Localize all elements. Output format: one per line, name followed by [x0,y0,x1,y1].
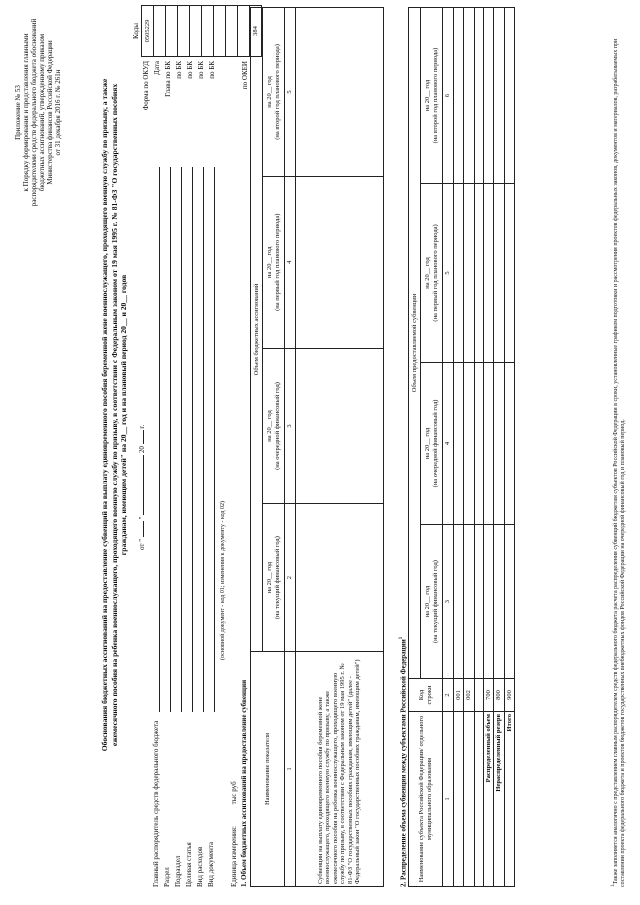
s1-year2 [263,348,285,504]
codes-row [238,6,250,57]
s2-row-code: 002 [464,679,475,712]
code-value[interactable] [202,6,214,57]
s2-group-header: Объем предоставляемой субвенции [409,8,421,679]
s2-year4-sub: (на второй год планового периода) [431,47,439,144]
codes-table [141,5,262,57]
field-line[interactable] [181,167,182,712]
field-label: Главный распорядитель средств федерального бюджета [152,720,160,887]
s1-year3-label: на 20__ год [266,246,273,278]
s2-row-code: 001 [453,679,464,712]
s2-num: 2 [443,679,454,712]
s1-num: 2 [285,504,296,652]
field-line[interactable] [214,167,215,712]
codes-row [202,6,214,57]
s2-row-name [474,712,483,887]
s1-year4-sub: (на второй год планового периода) [273,44,281,140]
s2-row-code: 900 [504,679,515,712]
code-value[interactable] [166,6,178,57]
codes-row [226,6,238,57]
s2-cell[interactable] [494,8,505,184]
code-value[interactable] [214,6,226,57]
section1-title: 1. Объем бюджетных ассигнований на предоставление субвенции [240,679,248,887]
date-year-prefix: 20 [138,446,146,454]
s2-cell[interactable] [474,8,483,184]
code-label: Дата [153,61,161,75]
code-value[interactable] [226,6,238,57]
s1-num: 3 [285,348,296,504]
s1-year1 [263,504,285,652]
s2-row-code [474,679,483,712]
units-value: тыс руб [230,781,238,805]
field-row [163,167,174,887]
code-value[interactable]: 384 [250,6,262,57]
s2-cell[interactable] [453,184,464,363]
s2-row-name [453,712,464,887]
code-label: Форма по ОКУД [142,61,150,111]
appendix-line: бюджетных ассигнований, утвержденному приказом [38,33,46,192]
field-line[interactable] [192,167,193,712]
title-line: гражданам, имеющим детей" на 20__ год и на плановый период 20__ и 20__ годов [119,274,128,556]
date-day-blank[interactable] [143,521,144,537]
appendix-number: Приложение № 53 [14,85,22,140]
appendix-line: от 31 декабря 2016 г. № 261н [54,69,62,156]
code-label: по БК [175,61,183,79]
field-row [196,167,207,887]
s2-year1-label: на 20__ год [424,585,431,618]
field-label: Вид расходов [196,846,204,887]
s2-year3-sub: (на первый год планового периода) [431,224,439,322]
s2-cell[interactable] [504,525,515,679]
s2-cell[interactable] [453,525,464,679]
s2-cell[interactable] [453,8,464,184]
s2-row-name: Нераспределенный резерв [494,712,505,887]
s1-num: 5 [285,8,296,177]
s2-year1-sub: (на текущий финансовый год) [431,560,439,644]
codes-row [178,6,190,57]
s2-num: 5 [443,184,454,363]
s1-year4-label: на 20__ год [266,76,273,108]
s1-cell[interactable] [295,176,383,348]
code-value[interactable] [154,6,166,57]
s1-cell[interactable] [295,8,383,177]
code-value[interactable] [178,6,190,57]
s2-year2-label: на 20__ год [424,427,431,460]
section2-footnote-mark: 1 [399,636,404,640]
date-quote: " [138,516,146,520]
s2-row-code: 800 [494,679,505,712]
s2-cell[interactable] [483,8,494,184]
s2-cell[interactable] [464,184,475,363]
section2-title [398,637,407,887]
date-prefix: от " [138,538,146,550]
appendix-header [14,10,62,215]
s2-cell[interactable] [464,8,475,184]
fields-list [152,167,218,887]
code-label: Глава по БК [164,61,172,97]
codes-row [142,6,154,57]
section2-title-text: 2. Распределение объема субвенции между субъектами Российской Федерации [399,639,408,887]
footnote [610,7,627,887]
s2-cell[interactable] [474,525,483,679]
s1-year3 [263,176,285,348]
s2-cell[interactable] [494,184,505,363]
s2-cell[interactable] [453,362,464,524]
s1-year3-sub: (на первый год планового периода) [273,213,281,311]
s2-num: 3 [443,525,454,679]
s1-num: 4 [285,176,296,348]
s1-cell[interactable] [295,348,383,504]
s2-year3 [421,184,443,363]
s1-row-label: Субвенции на выплату единовременного пособия беременной жене военнослужащего, проходящего военную службу по призыву, а также ежемесячного пособия на ребенка военнослужащего, проходящего военную службу по призыву, в соответствии с Федеральным законом от 19 мая 1995 г. № 81-ФЗ "О государственных пособиях гражданам, имеющим детей" (далее - Федеральный закон "О государственных пособиях гражданам, имеющим детей") [295,652,383,887]
appendix-line: Министерства финансов Российской Федерации [46,40,54,185]
code-value[interactable]: 0505229 [142,6,154,57]
field-row [207,167,218,887]
s2-year1 [421,525,443,679]
section1-table [250,7,384,887]
s2-cell[interactable] [483,525,494,679]
s2-cell[interactable] [504,8,515,184]
field-label: Вид документа [207,841,215,887]
codes-row [154,6,166,57]
s1-num: 1 [285,652,296,887]
s2-cell[interactable] [474,184,483,363]
s2-year4-label: на 20__ год [424,79,431,112]
s2-col-code: Код строки [409,679,443,712]
units-row [230,781,238,887]
s1-year1-sub: (на текущий финансовый год) [273,536,281,620]
s2-num: 6 [443,8,454,184]
field-row [174,167,185,887]
field-row [185,167,196,887]
s2-cell[interactable] [504,362,515,524]
code-value[interactable] [238,6,250,57]
footnote-mark: 1 [611,884,616,887]
field-label: Целевая статья [185,842,193,887]
date-year-blank[interactable] [143,430,144,444]
code-label: по БК [197,61,205,79]
appendix-line: к Порядку формирования и представления главными [22,33,30,192]
codes-row [166,6,178,57]
codes-header: Коды [132,23,140,39]
code-label [229,61,240,165]
code-value[interactable] [190,6,202,57]
code-label: по БК [186,61,194,79]
section2-table [408,7,515,887]
s2-cell[interactable] [504,184,515,363]
s1-col-name: Наименование показателя [251,652,285,887]
appendix-line: распорядителями средств федерального бюджета обоснований [30,18,38,207]
s1-year4 [263,8,285,177]
field-line[interactable] [170,167,171,712]
footnote-line: законов, документов и материалов, разрабатываемых при составлении проекта федерального бюджета и проектов бюджетов государственных внебюджетных фондов Российской Федерации на очередной финансовый год и плановый период. [613,38,626,887]
date-line [138,310,146,550]
date-suffix: г. [138,424,146,429]
field-label: Раздел [163,867,171,887]
s2-year2 [421,362,443,524]
field-line[interactable] [203,167,204,712]
doc-type-note: (основной документ - код 01; изменения к документу - код 02) [220,501,226,660]
footnote-line: Также заполняется аналогично с представлением главным распорядителем средств федерального бюджета расчета распределения субвенций бюджетам субъектов Российской Федерации в сроки, установленные графиком подготовки и рассмотрения проектов федеральных [613,187,619,885]
code-label: по ОКЕИ [241,61,249,90]
s1-year1-label: на 20__ год [266,561,273,594]
codes-labels [141,61,251,165]
s1-group-header: Объем бюджетных ассигнований [251,8,263,652]
s2-year2-sub: (на очередной финансовый год) [431,399,439,488]
s1-cell[interactable] [295,504,383,652]
s2-year4 [421,8,443,184]
s2-num: 4 [443,362,454,524]
title-line: ежемесячного пособия на ребенка военнослужащего, проходящего военную службу по призыву, в соответствии с Федеральным законом от 19 мая 1995 г. № 81-ФЗ "О государственных пособиях [109,83,119,747]
code-label [218,61,229,165]
s2-row-name [464,712,475,887]
s2-col-name: Наименование субъекта Российской Федерации/ отдельного муниципального образования [409,712,443,887]
s2-cell[interactable] [464,362,475,524]
s2-num: 1 [443,712,454,887]
date-month-blank[interactable] [143,455,144,515]
field-row [152,167,163,887]
s2-row-code: 700 [483,679,494,712]
title-line: Обоснования бюджетных ассигнований на предоставление субвенций на выплату единовременного пособия беременной жене военнослужащего, проходящего военную службу по призыву, а также [100,78,109,752]
document-title [100,30,129,800]
s2-cell[interactable] [494,525,505,679]
s2-cell[interactable] [464,525,475,679]
codes-row [190,6,202,57]
s2-cell[interactable] [474,362,483,524]
field-label: Подраздел [174,855,182,887]
s2-row-name: Распределенный объем [483,712,494,887]
s2-cell[interactable] [494,362,505,524]
s2-year3-label: на 20__ год [424,257,431,289]
s2-cell[interactable] [483,362,494,524]
code-label: по БК [208,61,216,79]
field-line[interactable] [159,167,160,712]
s1-year2-label: на 20__ год [266,410,273,442]
s2-row-name: Итого [504,712,515,887]
units-label: Единица измерения: [230,826,238,887]
s2-cell[interactable] [483,184,494,363]
codes-row [214,6,226,57]
s1-year2-sub: (на очередной финансовый год) [273,382,281,470]
